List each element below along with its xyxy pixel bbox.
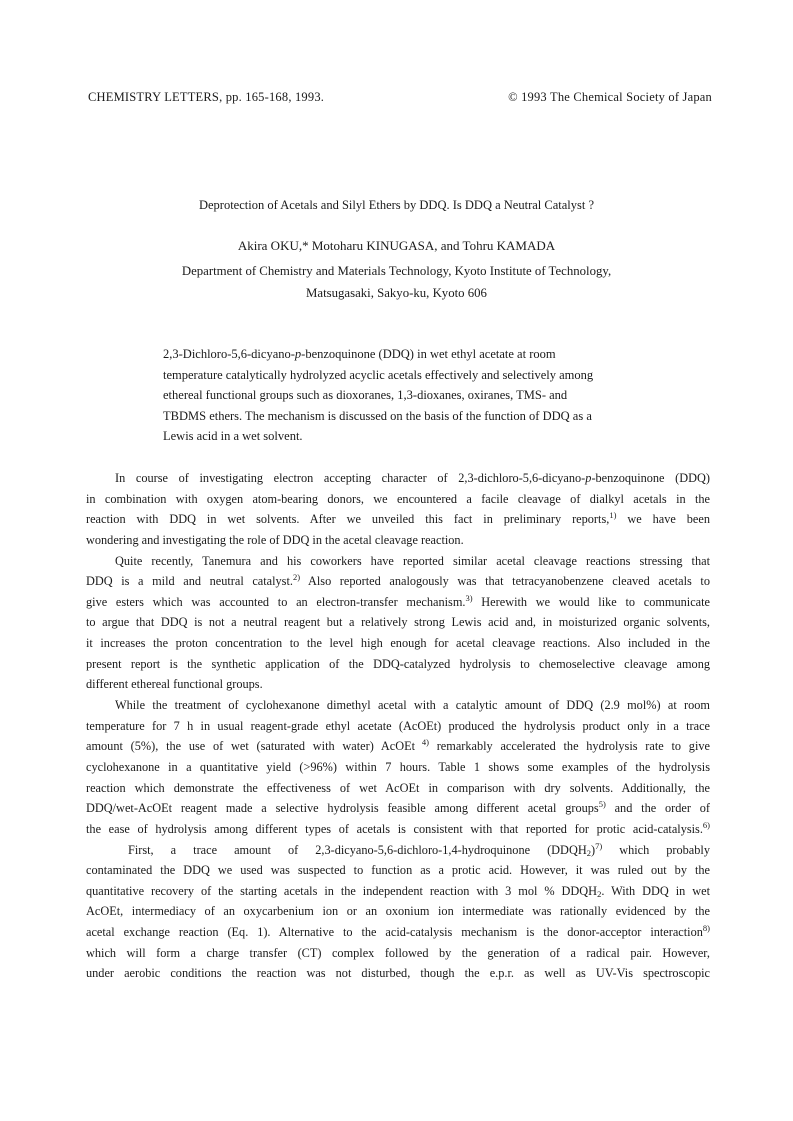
reference-marker: 8) [702,923,710,934]
affiliation [0,260,793,304]
body-line: reaction which demonstrate the effectiveness of wet AcOEt in comparison with dry solvents. Additionally, the [86,780,710,795]
body-line: contaminated the DDQ we used was suspected to function as a protic acid. However, it was ruled out by the [86,863,710,878]
body-line: amount (5%), the use of wet (saturated with water) AcOEt $^{4)}$ remarkably accelerated the hydrolysis rate to give [86,737,710,754]
body-line: First, a trace amount of 2,3-dicyano-5,6-dichloro-1,4-hydroquinone $(DDQH_2)^{7)}$ which probably [128,840,710,858]
reference-marker: 6) [702,819,710,830]
reference-marker: 1) [609,510,617,521]
body-line: under aerobic conditions the reaction was not disturbed, though the e.p.r. as well as UV-Vis spectroscopic [86,966,710,981]
reference-marker: 7) [595,840,603,851]
body-line: present report is the synthetic application of the DDQ-catalyzed hydrolysis to chemoselective cleavage among [86,656,710,671]
body-line: AcOEt, intermediacy of an oxycarbenium ion or an oxonium ion intermediate was rationally evidenced by the [86,904,710,919]
body-line: While the treatment of cyclohexanone dimethyl acetal with a catalytic amount of DDQ (2.9 mol%) at room [115,698,710,713]
abstract-line: 2,3-Dichloro-5,6-dicyano-p-benzoquinone (DDQ) in wet ethyl acetate at room [163,347,556,361]
body-line: acetal exchange reaction (Eq. 1). Alternative to the acid-catalysis mechanism is the donor-acceptor interaction$^{8)}$ [86,923,710,940]
abstract-line: temperature catalytically hydrolyzed acyclic acetals effectively and selectively among [163,367,594,382]
body-line: different ethereal functional groups. [86,677,263,692]
body-line: wondering and investigating the role of DDQ in the acetal cleavage reaction. [86,532,464,547]
reference-marker: 4) [415,737,429,748]
abstract [163,344,649,447]
reference-marker: 5) [598,799,606,810]
running-header [88,90,712,110]
body-line: give esters which was accounted to an electron-transfer mechanism.$^{3)}$ Herewith we would like to communicate [86,592,710,609]
body-line: In course of investigating electron accepting character of 2,3-dichloro-5,6-dicyano-p-benzoquinone (DDQ) [115,471,710,485]
author-list: Akira OKU,* Motoharu KINUGASA, and Tohru KAMADA [237,238,556,253]
affiliation-line: Matsugasaki, Sakyo-ku, Kyoto 606 [306,286,487,300]
body-line: which will form a charge transfer (CT) complex followed by the generation of a radical pair. However, [86,945,710,960]
abstract-line: Lewis acid in a wet solvent. [163,429,303,444]
affiliation-line: Department of Chemistry and Materials Technology, Kyoto Institute of Technology, [181,264,612,278]
reference-marker: 2) [292,572,301,583]
paper-title: Deprotection of Acetals and Silyl Ethers by DDQ. Is DDQ a Neutral Catalyst ? [198,198,595,212]
journal-citation: CHEMISTRY LETTERS, pp. 165-168, 1993. [88,90,325,104]
reference-marker: 3) [465,592,473,603]
body-line: reaction with DDQ in wet solvents. After we unveiled this fact in preliminary reports,$^{1)}$ we have been [86,510,710,527]
body-line: quantitative recovery of the starting acetals in the independent reaction with 3 mol % $DDQH_2$. With DDQ in wet [86,883,710,899]
abstract-line: TBDMS ethers. The mechanism is discussed on the basis of the function of DDQ as a [163,408,592,423]
body-line: DDQ is a mild and neutral catalyst.$^{2)}$ Also reported analogously was that tetracyanobenzene cleaved acetals to [86,572,710,589]
body-line: the ease of hydrolysis among different types of acetals is consistent with that reported for protic acid-catalysis.$^{6)}$ [86,819,710,836]
copyright-notice: © 1993 The Chemical Society of Japan [508,90,712,104]
body-line: cyclohexanone in a quantitative yield (>96%) within 7 hours. Table 1 shows some examples of the hydrolysis [86,759,710,774]
body-line: DDQ/wet-AcOEt reagent made a selective hydrolysis feasible among different acetal groups$^{5)}$ and the order of [86,799,711,816]
body-line: in combination with oxygen atom-bearing donors, we encountered a facile cleavage of dialkyl acetals in the [86,491,710,506]
abstract-line: ethereal functional groups such as dioxoranes, 1,3-dioxanes, oxiranes, TMS- and [163,388,568,403]
body-text [86,468,710,984]
body-line: temperature for 7 h in usual reagent-grade ethyl acetate (AcOEt) produced the hydrolysis product only in a trace [86,718,710,733]
body-line: it increases the proton concentration to the level high enough for acetal cleavage reactions. Also included in the [86,636,710,651]
body-line: Quite recently, Tanemura and his coworkers have reported similar acetal cleavage reactions stressing that [115,553,710,568]
body-line: to argue that DDQ is not a neutral reagent but a relatively strong Lewis acid and, in moisturized organic solvents, [86,615,710,630]
